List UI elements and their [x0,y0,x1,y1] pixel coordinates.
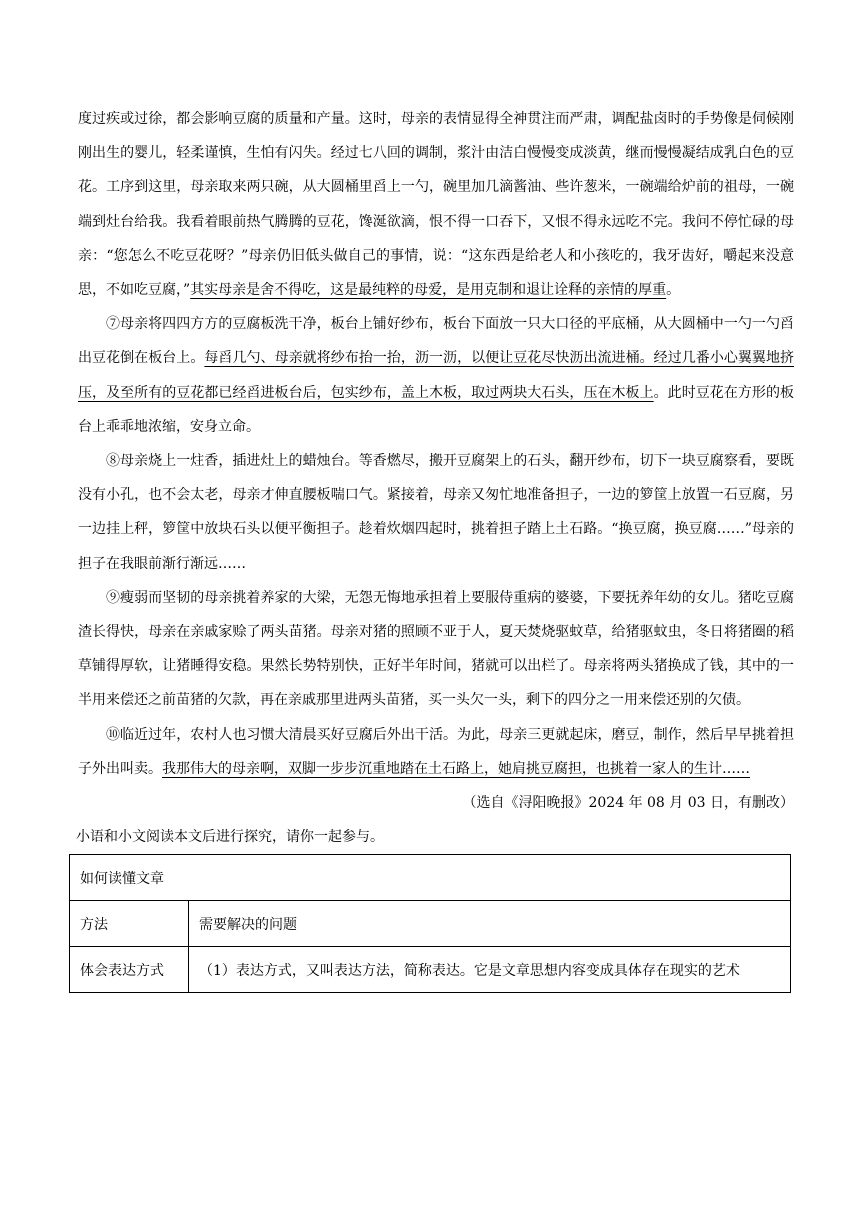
paragraph-p7 [78,307,794,444]
table-cell: 体会表达方式 [70,947,189,993]
paragraph-text: 度过疾或过徐，都会影响豆腐的质量和产量。这时，母亲的表情显得全神贯注而严肃，调配盐卤时的手势像是伺候刚刚出生的婴儿，轻柔谨慎，生怕有闪失。经过七八回的调制，浆汁由洁白慢慢变成淡黄，继而慢慢凝结成乳白色的豆花。工序到这里，母亲取来两只碗，从大圆桶里舀上一勺，碗里加几滴酱油、些许葱米，一碗端给炉前的祖母，一碗端到灶台给我。我看着眼前热气腾腾的豆花，馋涎欲滴，恨不得一口吞下，又恨不得永远吃不完。我问不停忙碌的母亲：“您怎么不吃豆花呀？”母亲仍旧低头做自己的事情，说：“这东西是给老人和小孩吃的，我牙齿好，嚼起来没意思，不如吃豆腐，” [78,111,794,299]
paragraph-p9 [78,581,794,718]
article-body [78,102,794,786]
paragraph-text: ⑧母亲烧上一炷香，插进灶上的蜡烛台。等香燃尽，搬开豆腐架上的石头，翻开纱布，切下一块豆腐察看，要既没有小孔，也不会太老，母亲才伸直腰板喘口气。紧接着，母亲又匆忙地准备担子，一边的箩筐上放置一石豆腐，另一边挂上秤，箩筐中放块石头以便平衡担子。趁着炊烟四起时，挑着担子踏上土石路。“换豆腐，换豆腐……”母亲的担子在我眼前渐行渐远…… [78,453,794,572]
paragraph-text: 。此时豆花在方形的板台上乖乖地浓缩，安身立命。 [78,384,795,435]
paragraph-text: ⑨瘦弱而坚韧的母亲挑着养家的大梁，无怨无悔地承担着上要服侍重病的婆婆，下要抚养年幼的女儿。猪吃豆腐渣长得快，母亲在亲戚家赊了两头苗猪。母亲对猪的照顾不亚于人，夏天焚烧驱蚊草，给猪驱蚊虫，冬日将猪圈的稻草铺得厚软，让猪睡得安稳。果然长势特别快，正好半年时间，猪就可以出栏了。母亲将两头猪换成了钱，其中的一半用来偿还之前苗猪的欠款，再在亲戚那里进两头苗猪，买一头欠一头，剩下的四分之一用来偿还别的欠债。 [78,589,794,709]
underlined-sentence: 每舀几勺、母亲就将纱布抬一抬，沥一沥，以便让豆花尽快沥出流进桶。经过几番小心翼翼地挤压，及至所有的豆花都已经舀进板台后，包实纱布，盖上木板，取过两块大石头，压在木板上 [78,350,795,401]
source-citation: （选自《浔阳晚报》2024 年 08 月 03 日，有删改） [462,795,794,812]
table-cell: （1）表达方式，又叫表达方法，简称表达。它是文章思想内容变成具体存在现实的艺术 [189,947,791,993]
paragraph-p6-cont [78,102,794,307]
paragraph-text: ⑦母亲将四四方方的豆腐板洗干净，板台上铺好纱布，板台下面放一只大口径的平底桶，从大圆桶中一勺一勺舀出豆花倒在板台上。 [78,316,794,367]
paragraph-text: ⑩临近过年，农村人也习惯大清晨买好豆腐后外出干活。为此，母亲三更就起床，磨豆，制作，然后早早挑着担子外出叫卖。 [78,726,794,777]
table-row [70,947,791,993]
reading-method-table [69,854,791,993]
table-title-row [70,855,791,901]
paragraph-p8 [78,444,794,581]
paragraph-text: 。 [666,282,681,299]
paragraph-p10 [78,718,794,786]
table-header-row [70,901,791,947]
underlined-sentence: 其实母亲是舍不得吃，这是最纯粹的母爱，是用克制和退让诠释的亲情的厚重 [190,282,667,299]
underlined-sentence: 我那伟大的母亲啊，双脚一步步沉重地踏在土石路上，她肩挑豆腐担，也挑着一家人的生计…… [162,760,750,777]
table-header-cell: 需要解决的问题 [189,901,791,947]
table-header-cell: 方法 [70,901,189,947]
task-intro: 小语和小文阅读本文后进行探究，请你一起参与。 [76,829,384,846]
document-page [78,102,794,993]
table-title: 如何读懂文章 [70,855,791,901]
